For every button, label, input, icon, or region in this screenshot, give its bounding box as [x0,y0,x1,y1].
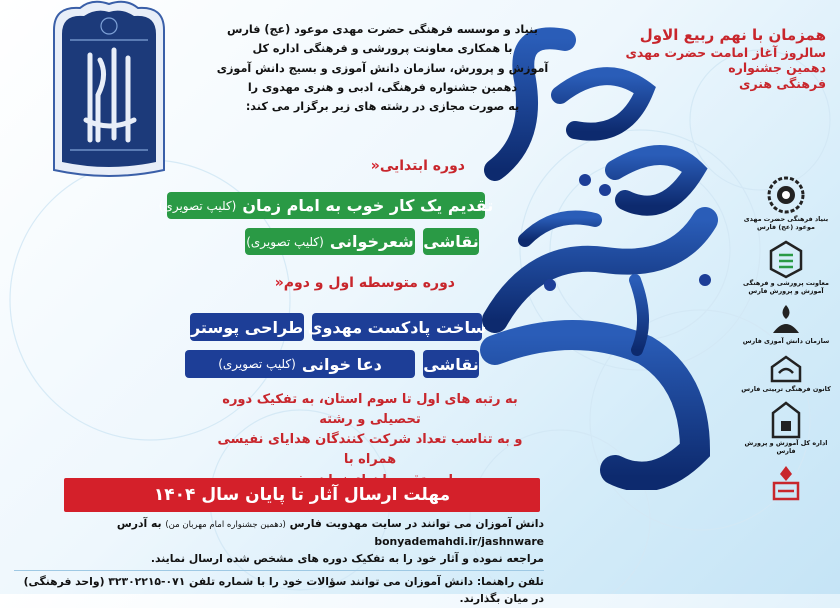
student-org-logo-icon [769,303,803,337]
divider [14,570,544,571]
awards-text [200,390,540,491]
intro-line: با همکاری معاونت پرورشی و فرهنگی اداره کل [252,42,513,56]
education-logo-icon [766,239,806,279]
secondary-section-title: دوره متوسطه اول و دوم« [274,275,455,291]
heading-line-4: فرهنگی هنری [739,76,826,91]
heading-line-1: همزمان با نهم ربیع الاول [639,26,826,44]
footer-line-3: تلفن راهنما: دانش آموزان می توانند سؤالات خود را با شماره تلفن ۰۷۱-۳۲۳۰۲۲۱۵ (واحد فرهنگی) در میان بگذارند. [23,574,544,606]
heading-line-2: سالروز آغاز امامت حضرت مهدی [625,44,826,60]
cultural-center-logo-icon [769,353,803,385]
primary-section-title: دوره ابتدایی« [370,158,465,174]
event-heading [616,26,826,92]
category-poetry: شعرخوانی (کلیپ تصویری) [245,228,415,255]
deadline-banner: مهلت ارسال آثار تا پایان سال ۱۴۰۴ [64,478,540,512]
footer-line-2: مراجعه نموده و آثار خود را به تفکیک دوره های مشخص شده ارسال نمایند. [150,552,544,566]
basij-logo-icon [768,463,804,503]
intro-line: به صورت مجازی در رشته های زیر برگزار می کند: [245,100,520,114]
intro-text [215,20,550,116]
logo-basij [740,463,832,503]
heading-line-3: دهمین جشنواره [728,60,826,76]
logo-education-deputy: معاونت پرورشی و فرهنگی آموزش و پرورش فارس [740,239,832,295]
intro-line: آموزش و پرورش، سازمان دانش آموزی و بسیج دانش آموزی [216,61,549,75]
sponsor-logos [740,175,832,511]
logo-cultural-center: کانون فرهنگی تربیتی فارس [740,353,832,393]
logo-education-office: اداره کل آموزش و پرورش فارس [740,401,832,455]
footer-line-1: دانش آموزان می توانند در سایت مهدویت فارس (دهمین جشنواره امام مهربان من) به آدرس bonyademahdi.ir/jashnware [116,517,544,548]
category-poster: طراحی پوستر [190,313,304,341]
bonyad-logo-icon [766,175,806,215]
intro-line: بنیاد و موسسه فرهنگی حضرت مهدی موعود (عج) فارس [227,23,538,36]
category-podcast: ساخت پادکست مهدوی [312,313,482,341]
logo-bonyad-mahdi: بنیاد فرهنگی حضرت مهدی موعود (عج) فارس [740,175,832,231]
awards-line: و به تناسب تعداد شرکت کنندگان هدایای نفیسی همراه با [217,432,523,468]
awards-line: به رتبه های اول تا سوم استان، به تفکیک دوره تحصیلی و رشته [222,392,518,428]
emblem-badge [40,0,178,178]
intro-line: دهمین جشنواره فرهنگی، ادبی و هنری مهدوی را [247,80,518,94]
chevron-left-icon: « [274,275,284,291]
website-link[interactable]: bonyademahdi.ir/jashnware [374,534,544,548]
education-office-logo-icon [769,401,803,439]
chevron-left-icon: « [370,158,380,174]
category-good-deed: تقدیم یک کار خوب به امام زمان (کلیپ تصویری) [167,192,485,219]
category-painting-secondary: نقاشی [423,350,479,378]
category-painting-primary: نقاشی [423,228,479,255]
logo-student-org: سازمان دانش آموزی فارس [740,303,832,345]
category-prayer: دعا خوانی (کلیپ تصویری) [185,350,415,378]
